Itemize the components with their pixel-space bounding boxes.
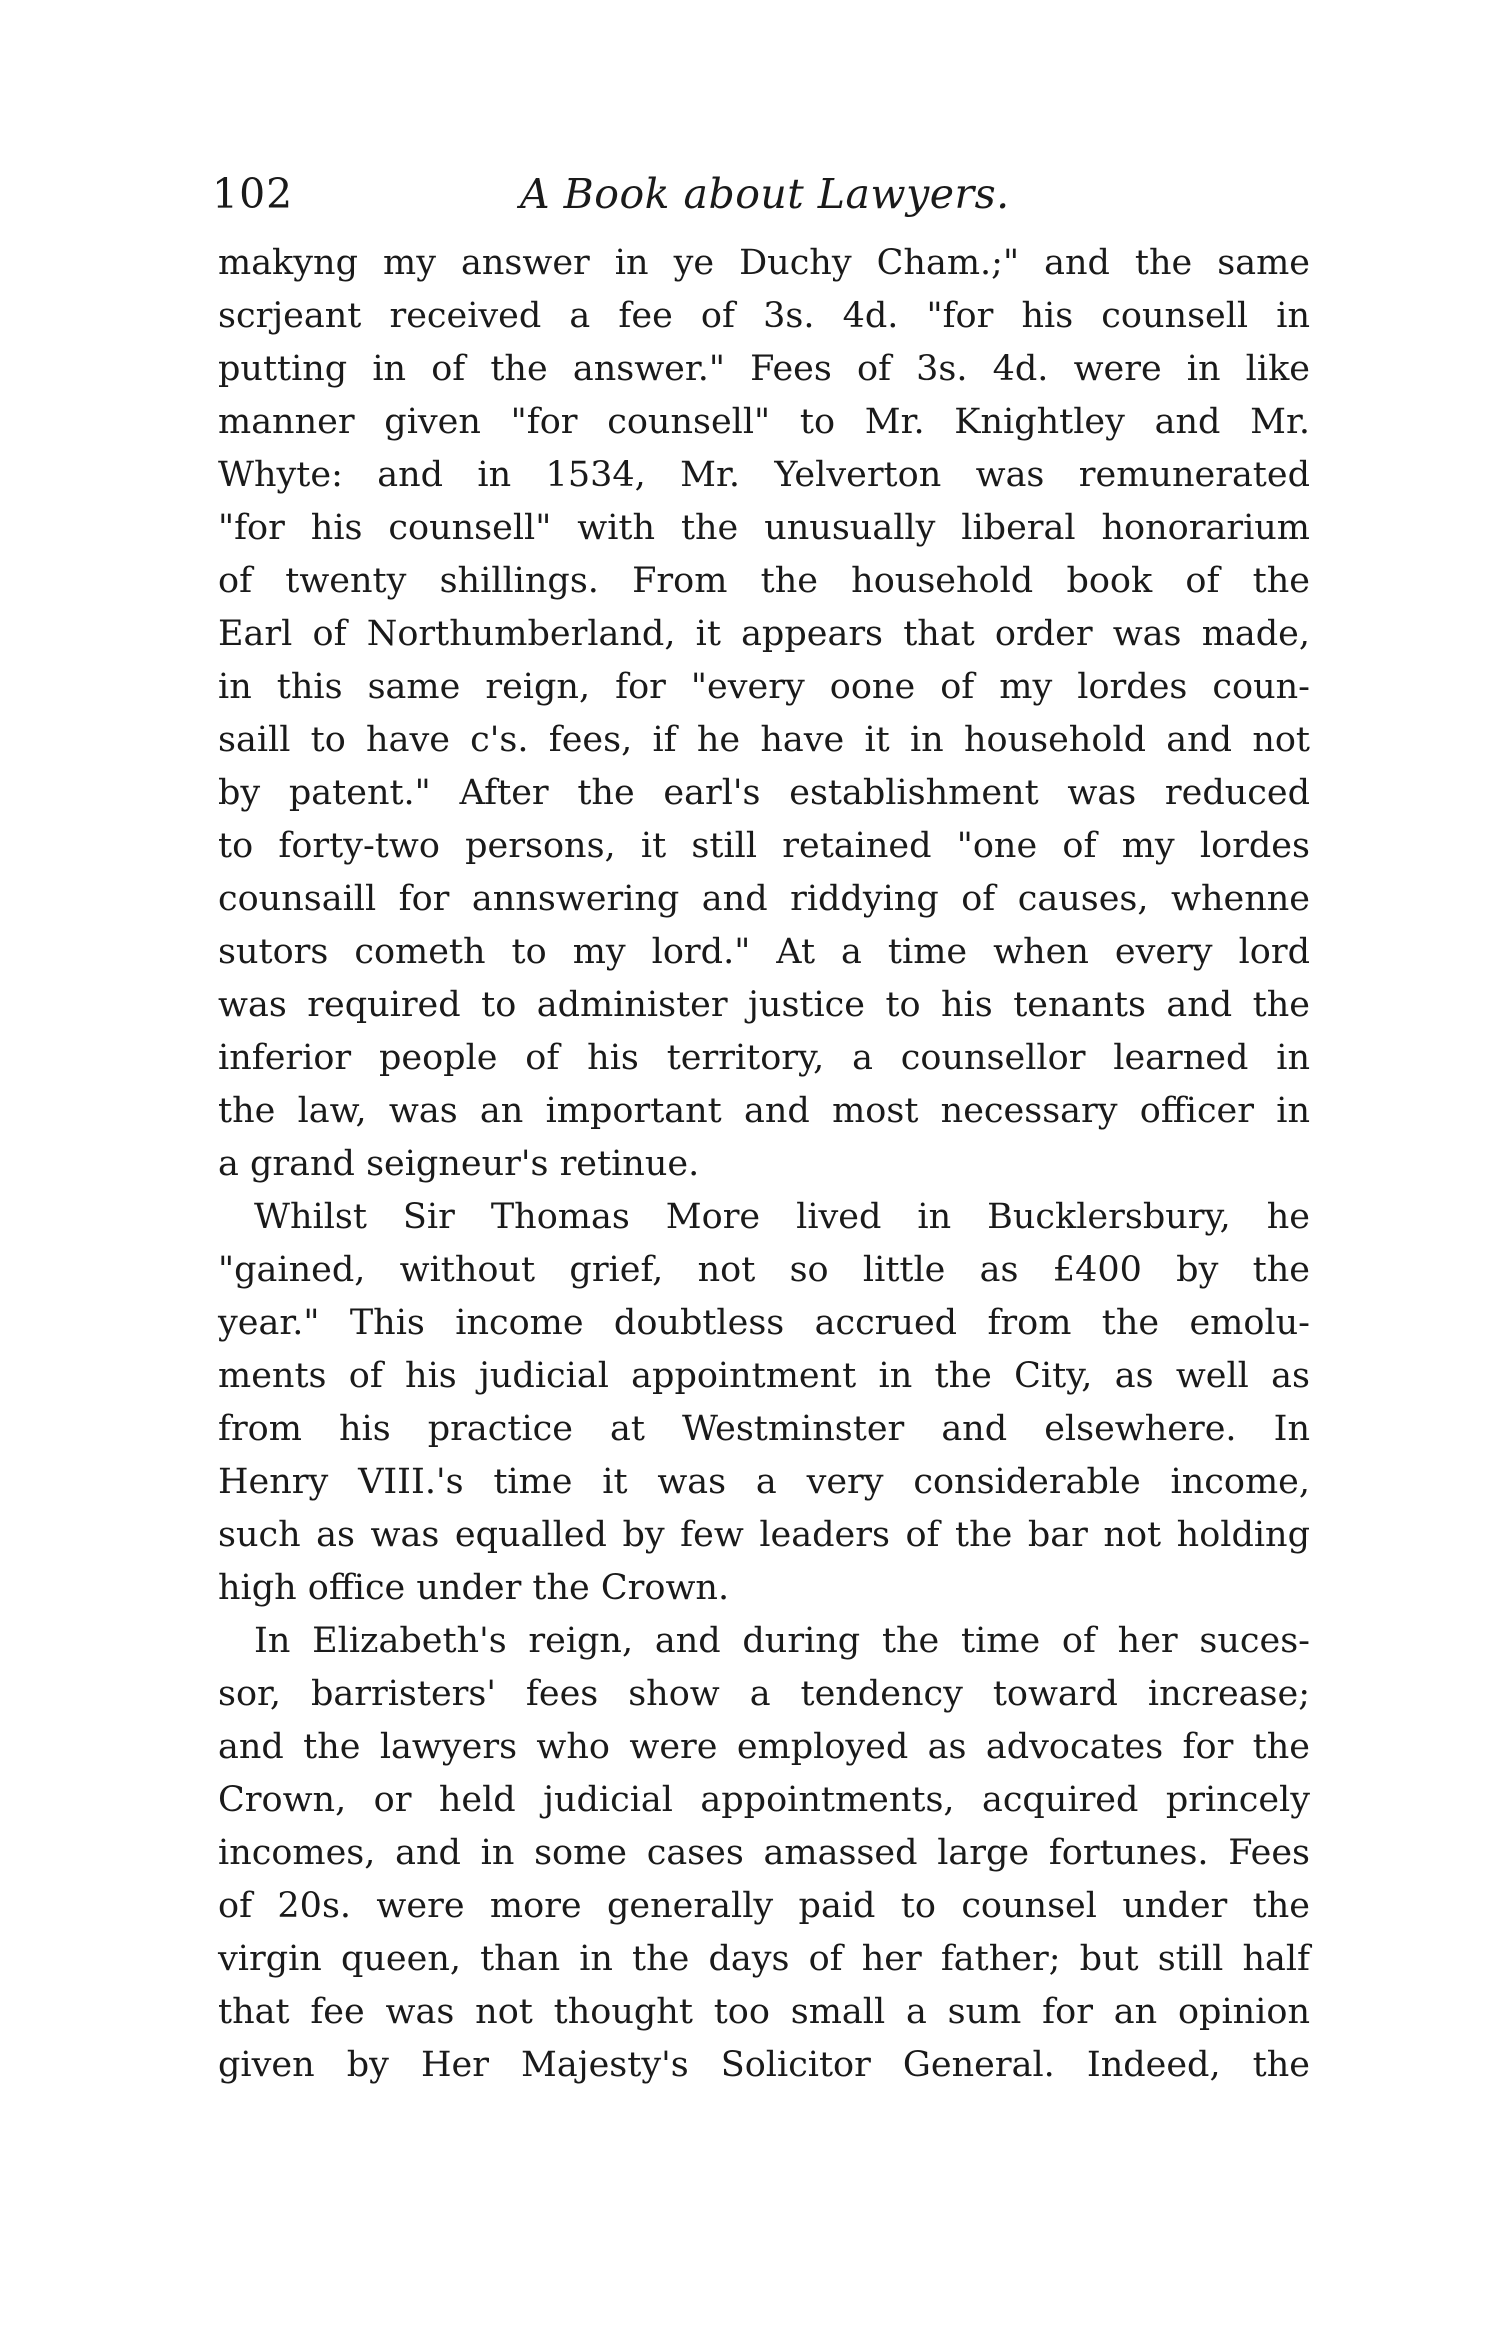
text-line: virgin queen, than in the days of her father; but still half xyxy=(218,1939,1310,1979)
paragraph xyxy=(218,1191,1310,1615)
text-line: ments of his judicial appointment in the City, as well as xyxy=(218,1356,1310,1396)
text-line: sutors cometh to my lord." At a time when every lord xyxy=(218,932,1310,972)
paragraph xyxy=(218,237,1310,1191)
text-line: high office under the Crown. xyxy=(218,1568,730,1608)
text-line: and the lawyers who were employed as advocates for the xyxy=(218,1727,1310,1767)
paragraph xyxy=(218,1615,1310,2092)
text-line: of twenty shillings. From the household book of the xyxy=(218,561,1310,601)
text-line: scrjeant received a fee of 3s. 4d. "for his counsell in xyxy=(218,296,1310,336)
text-line: In Elizabeth's reign, and during the time of her suces- xyxy=(254,1621,1310,1661)
text-line: counsaill for annswering and riddying of causes, whenne xyxy=(218,879,1310,919)
text-line: Whilst Sir Thomas More lived in Bucklersbury, he xyxy=(254,1197,1310,1237)
text-line: Henry VIII.'s time it was a very considerable income, xyxy=(218,1462,1310,1502)
running-title: A Book about Lawyers. xyxy=(520,170,1010,218)
text-line: a grand seigneur's retinue. xyxy=(218,1144,700,1184)
text-line: saill to have c's. fees, if he have it in household and not xyxy=(218,720,1310,760)
page-number: 102 xyxy=(212,170,294,218)
text-line: in this same reign, for "every oone of my lordes coun- xyxy=(218,667,1310,707)
text-line: to forty-two persons, it still retained "one of my lordes xyxy=(218,826,1310,866)
text-line: inferior people of his territory, a counsellor learned in xyxy=(218,1038,1310,1078)
text-line: manner given "for counsell" to Mr. Knightley and Mr. xyxy=(218,402,1310,442)
text-line: given by Her Majesty's Solicitor General. Indeed, the xyxy=(218,2045,1310,2085)
text-line: makyng my answer in ye Duchy Cham.;" and the same xyxy=(218,243,1310,283)
body-text xyxy=(218,237,1310,2092)
text-line: of 20s. were more generally paid to counsel under the xyxy=(218,1886,1310,1926)
text-line: "for his counsell" with the unusually liberal honorarium xyxy=(218,508,1310,548)
text-line: by patent." After the earl's establishment was reduced xyxy=(218,773,1310,813)
text-line: was required to administer justice to his tenants and the xyxy=(218,985,1310,1025)
text-line: incomes, and in some cases amassed large fortunes. Fees xyxy=(218,1833,1310,1873)
text-line: from his practice at Westminster and elsewhere. In xyxy=(218,1409,1310,1449)
text-line: that fee was not thought too small a sum for an opinion xyxy=(218,1992,1310,2032)
text-line: the law, was an important and most necessary officer in xyxy=(218,1091,1310,1131)
text-line: Crown, or held judicial appointments, acquired princely xyxy=(218,1780,1310,1820)
text-line: "gained, without grief, not so little as £400 by the xyxy=(218,1250,1310,1290)
text-line: sor, barristers' fees show a tendency toward increase; xyxy=(218,1674,1310,1714)
page-header xyxy=(212,170,1312,230)
text-line: year." This income doubtless accrued from the emolu- xyxy=(218,1303,1310,1343)
text-line: putting in of the answer." Fees of 3s. 4d. were in like xyxy=(218,349,1310,389)
text-line: Whyte: and in 1534, Mr. Yelverton was remunerated xyxy=(218,455,1310,495)
text-line: Earl of Northumberland, it appears that order was made, xyxy=(218,614,1310,654)
text-line: such as was equalled by few leaders of the bar not holding xyxy=(218,1515,1310,1555)
